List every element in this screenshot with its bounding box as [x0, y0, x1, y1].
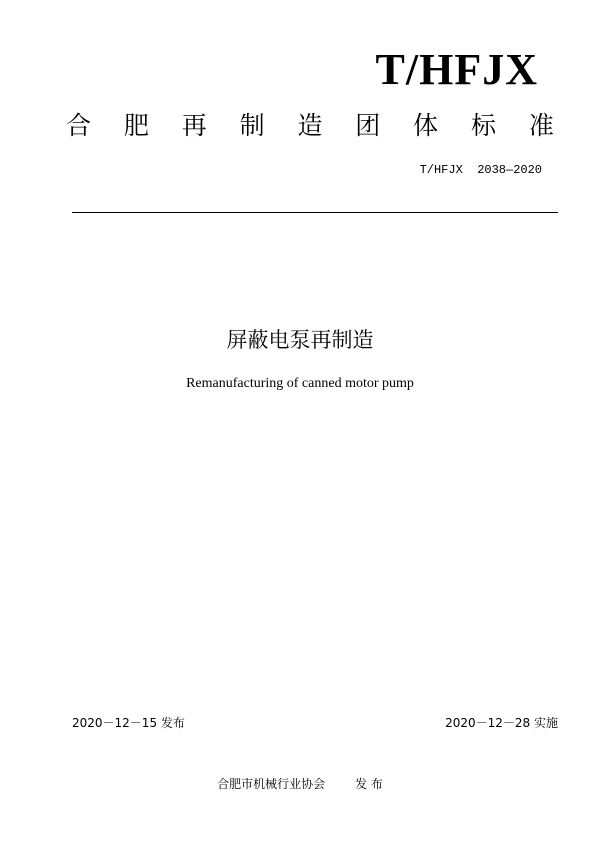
standard-type-char: 制: [239, 111, 265, 140]
standard-number: T/HFJX 2038—2020: [419, 163, 542, 177]
standard-type-char: 造: [297, 111, 323, 140]
issuer-organization: 合肥市机械行业协会: [217, 777, 326, 791]
standard-type-char: 合: [66, 111, 92, 140]
implementation-date: 2020－12－28 实施: [445, 716, 558, 730]
standard-type-heading: [66, 113, 554, 138]
standard-type-char: 肥: [123, 111, 149, 140]
standard-code-logo: T/HFJX: [375, 45, 538, 94]
issuer-line: [0, 778, 600, 790]
issuer-action: 发 布: [355, 777, 383, 791]
document-title-chinese: 屏蔽电泵再制造: [226, 328, 374, 352]
standard-type-char: 再: [181, 111, 207, 140]
standard-type-char: 标: [471, 111, 497, 140]
document-title-english: Remanufacturing of canned motor pump: [186, 376, 414, 391]
standard-type-char: 体: [413, 111, 439, 140]
header-divider: [72, 212, 558, 213]
standard-type-char: 团: [355, 111, 381, 140]
publication-date: 2020－12－15 发布: [72, 716, 185, 730]
standard-type-char: 准: [528, 111, 554, 140]
